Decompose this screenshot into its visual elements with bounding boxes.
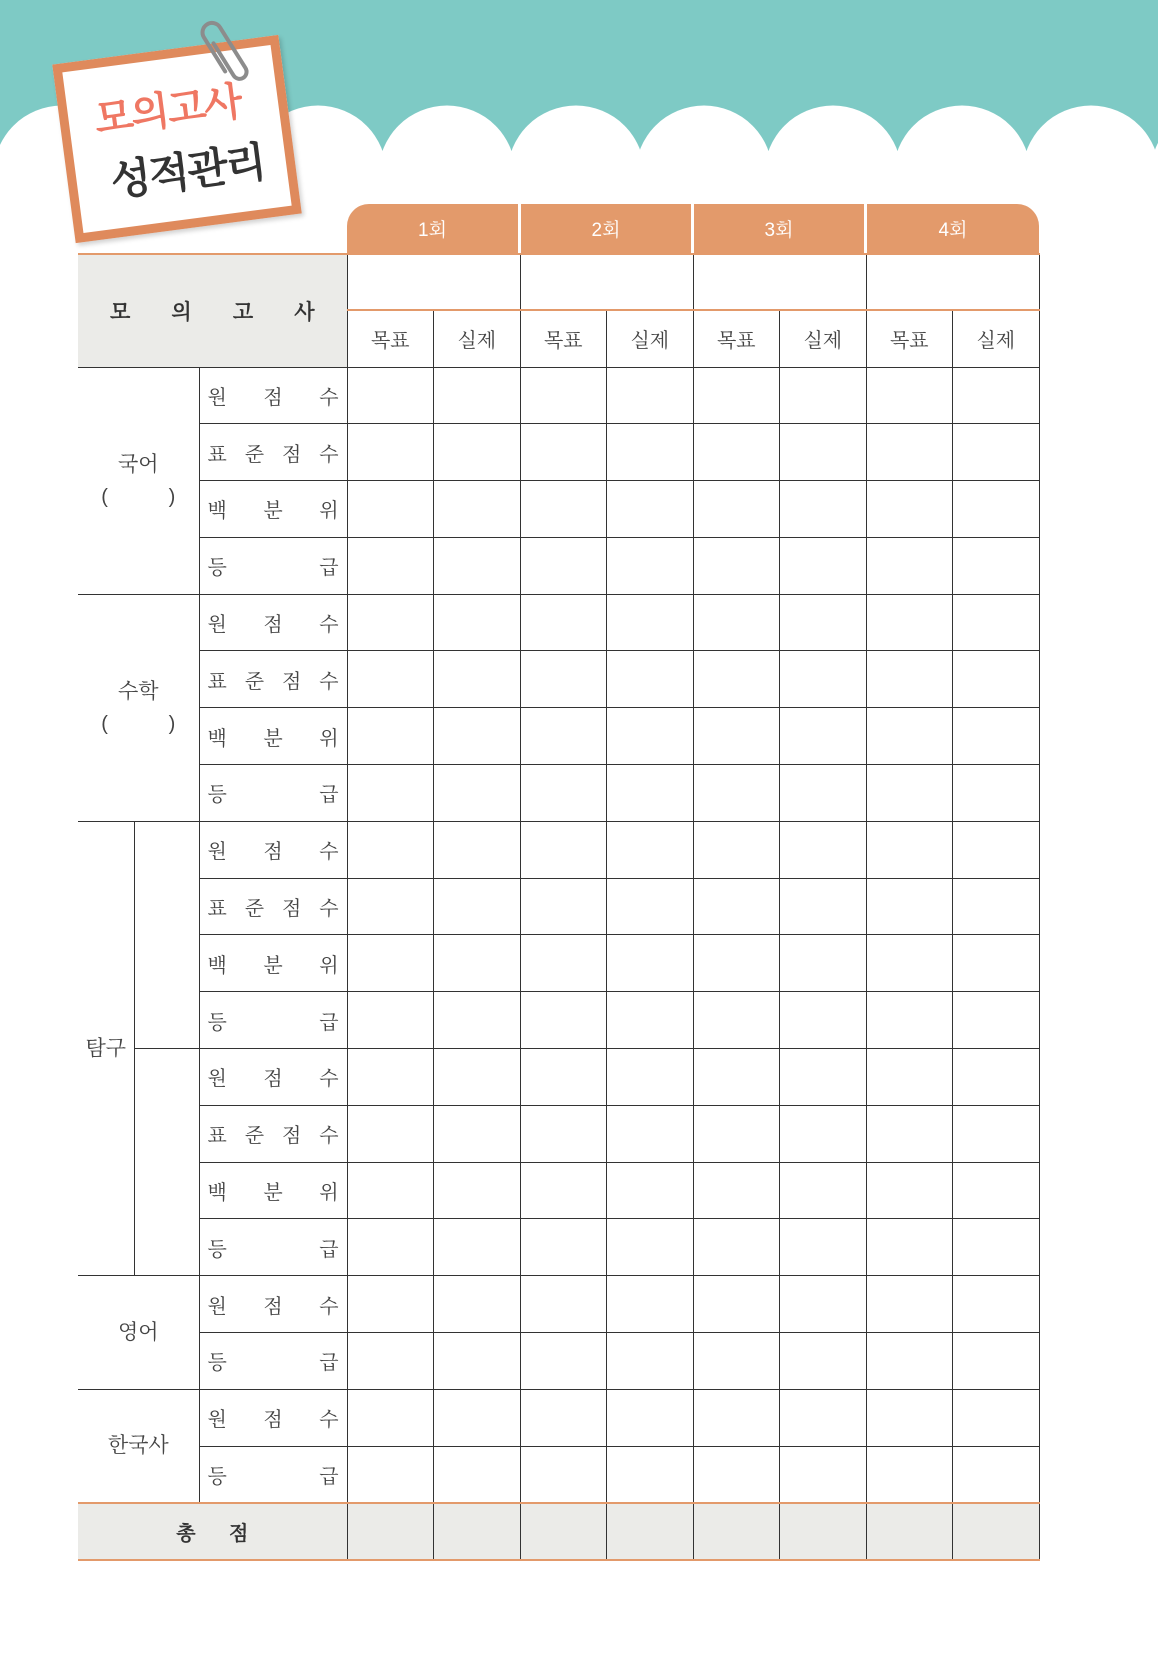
- score-cell: [693, 537, 780, 594]
- total-cell: [780, 1503, 867, 1560]
- score-cell: [780, 1105, 867, 1162]
- score-cell: [520, 424, 607, 481]
- col-actual-round-2: 실제: [607, 310, 694, 367]
- row-label-grade: [199, 1446, 347, 1503]
- row-label-text: 백 분 위: [207, 500, 339, 523]
- score-cell: [953, 1446, 1040, 1503]
- score-cell: [520, 708, 607, 765]
- score-cell: [520, 1105, 607, 1162]
- title-line-2: 성적관리: [107, 138, 268, 205]
- score-cell: [693, 878, 780, 935]
- score-cell: [953, 367, 1040, 424]
- score-cell: [693, 481, 780, 538]
- subject-name-inquiry: 탐구: [85, 1036, 127, 1060]
- row-label-text: 표 준 점 수: [207, 443, 339, 466]
- score-cell: [520, 594, 607, 651]
- exam-header-label: 모 의 고 사: [110, 300, 315, 324]
- score-cell: [434, 651, 521, 708]
- total-cell: [693, 1503, 780, 1560]
- title-line-1: 모의고사: [92, 79, 244, 143]
- score-cell: [347, 1219, 434, 1276]
- score-cell: [347, 481, 434, 538]
- col-target-round-3: 목표: [693, 310, 780, 367]
- subject-name-math: 수학: [117, 679, 159, 703]
- score-cell: [520, 992, 607, 1049]
- score-cell: [520, 481, 607, 538]
- score-cell: [780, 481, 867, 538]
- total-label-cell: [78, 1503, 347, 1560]
- score-cell: [780, 935, 867, 992]
- score-cell: [607, 935, 694, 992]
- score-cell: [607, 367, 694, 424]
- score-cell: [693, 651, 780, 708]
- row-label-raw-score: [199, 1389, 347, 1446]
- score-cell: [953, 878, 1040, 935]
- score-cell: [607, 594, 694, 651]
- total-label: 총 점: [176, 1522, 249, 1545]
- row-label-text: 표 준 점 수: [207, 670, 339, 693]
- row-label-standard-score: [199, 424, 347, 481]
- score-cell: [347, 1333, 434, 1390]
- score-cell: [953, 537, 1040, 594]
- score-cell: [693, 992, 780, 1049]
- score-cell: [693, 1389, 780, 1446]
- score-cell: [347, 1105, 434, 1162]
- col-actual-round-1: 실제: [434, 310, 521, 367]
- subject-inquiry: [78, 821, 134, 1275]
- col-target-round-4: 목표: [866, 310, 953, 367]
- score-cell: [434, 1219, 521, 1276]
- score-cell: [347, 878, 434, 935]
- score-cell: [434, 1446, 521, 1503]
- subject-name-english: 영어: [117, 1320, 159, 1344]
- score-cell: [780, 1333, 867, 1390]
- score-cell: [520, 1446, 607, 1503]
- score-cell: [693, 935, 780, 992]
- score-cell: [347, 594, 434, 651]
- row-label-raw-score: [199, 1049, 347, 1106]
- score-cell: [953, 1333, 1040, 1390]
- score-cell: [607, 992, 694, 1049]
- score-cell: [866, 1389, 953, 1446]
- inquiry-subject-1-cell: [134, 821, 199, 1048]
- row-label-text: 등 급: [207, 1011, 339, 1034]
- score-cell: [780, 367, 867, 424]
- round-2-info-cell: [520, 254, 693, 310]
- score-cell: [434, 1105, 521, 1162]
- score-cell: [953, 1219, 1040, 1276]
- score-cell: [347, 1162, 434, 1219]
- paperclip-icon: [190, 10, 260, 94]
- total-cell: [607, 1503, 694, 1560]
- score-cell: [953, 1389, 1040, 1446]
- score-cell: [434, 1162, 521, 1219]
- score-cell: [520, 367, 607, 424]
- score-cell: [953, 1105, 1040, 1162]
- score-cell: [347, 537, 434, 594]
- score-cell: [693, 424, 780, 481]
- row-label-text: 원 점 수: [207, 1409, 339, 1432]
- score-cell: [953, 821, 1040, 878]
- score-cell: [607, 481, 694, 538]
- elective-blank-math: ( ): [101, 712, 176, 735]
- score-cell: [607, 1333, 694, 1390]
- score-cell: [866, 821, 953, 878]
- score-cell: [693, 1219, 780, 1276]
- score-table: [78, 253, 1040, 1561]
- subject-name-korean: 국어: [117, 452, 159, 476]
- score-cell: [780, 708, 867, 765]
- title-card: [52, 35, 302, 243]
- score-cell: [434, 765, 521, 822]
- score-cell: [693, 1049, 780, 1106]
- score-cell: [693, 708, 780, 765]
- score-cell: [693, 765, 780, 822]
- score-cell: [434, 537, 521, 594]
- row-label-grade: [199, 992, 347, 1049]
- row-label-raw-score: [199, 367, 347, 424]
- score-cell: [434, 935, 521, 992]
- exam-header-cell: [78, 254, 347, 367]
- score-cell: [953, 481, 1040, 538]
- row-label-standard-score: [199, 1105, 347, 1162]
- round-4-info-cell: [866, 254, 1039, 310]
- score-cell: [347, 424, 434, 481]
- score-cell: [607, 878, 694, 935]
- score-cell: [953, 765, 1040, 822]
- score-cell: [347, 367, 434, 424]
- score-cell: [866, 1276, 953, 1333]
- score-cell: [780, 765, 867, 822]
- score-cell: [693, 821, 780, 878]
- score-cell: [866, 765, 953, 822]
- score-cell: [434, 708, 521, 765]
- round-3-info-cell: [693, 254, 866, 310]
- row-label-text: 원 점 수: [207, 841, 339, 864]
- score-cell: [520, 935, 607, 992]
- score-cell: [607, 1049, 694, 1106]
- score-cell: [347, 1389, 434, 1446]
- score-cell: [953, 594, 1040, 651]
- score-cell: [520, 765, 607, 822]
- score-cell: [520, 1333, 607, 1390]
- tab-round-2: 2회: [521, 204, 691, 253]
- total-cell: [866, 1503, 953, 1560]
- row-label-text: 원 점 수: [207, 614, 339, 637]
- row-label-raw-score: [199, 594, 347, 651]
- row-label-percentile: [199, 1162, 347, 1219]
- score-cell: [780, 594, 867, 651]
- score-cell: [520, 821, 607, 878]
- subject-name-korean-history: 한국사: [107, 1433, 169, 1457]
- score-cell: [607, 1276, 694, 1333]
- score-cell: [780, 1162, 867, 1219]
- score-cell: [693, 594, 780, 651]
- col-actual-round-4: 실제: [953, 310, 1040, 367]
- row-label-raw-score: [199, 1276, 347, 1333]
- score-cell: [607, 1389, 694, 1446]
- score-cell: [434, 1333, 521, 1390]
- score-cell: [780, 1276, 867, 1333]
- row-label-percentile: [199, 481, 347, 538]
- score-cell: [434, 878, 521, 935]
- tab-round-4: 4회: [867, 204, 1039, 253]
- subject-korean-history: [78, 1389, 199, 1503]
- score-cell: [866, 1162, 953, 1219]
- score-cell: [520, 1162, 607, 1219]
- inquiry-subject-2-cell: [134, 1049, 199, 1276]
- row-label-text: 원 점 수: [207, 1068, 339, 1091]
- score-cell: [866, 1049, 953, 1106]
- score-cell: [953, 1049, 1040, 1106]
- score-cell: [953, 992, 1040, 1049]
- score-cell: [693, 1162, 780, 1219]
- score-cell: [953, 424, 1040, 481]
- score-cell: [434, 992, 521, 1049]
- score-cell: [866, 1333, 953, 1390]
- score-cell: [607, 765, 694, 822]
- score-cell: [434, 1276, 521, 1333]
- subject-korean: [78, 367, 199, 594]
- score-cell: [780, 1219, 867, 1276]
- total-cell: [347, 1503, 434, 1560]
- score-cell: [434, 481, 521, 538]
- score-cell: [693, 1333, 780, 1390]
- score-cell: [780, 1049, 867, 1106]
- score-cell: [434, 594, 521, 651]
- score-cell: [953, 935, 1040, 992]
- score-cell: [780, 992, 867, 1049]
- score-cell: [434, 1389, 521, 1446]
- score-cell: [607, 1162, 694, 1219]
- row-label-percentile: [199, 708, 347, 765]
- score-cell: [866, 651, 953, 708]
- score-cell: [607, 1219, 694, 1276]
- subject-math: [78, 594, 199, 821]
- row-label-text: 등 급: [207, 784, 339, 807]
- row-label-percentile: [199, 935, 347, 992]
- score-cell: [866, 424, 953, 481]
- score-cell: [347, 1049, 434, 1106]
- score-cell: [520, 1389, 607, 1446]
- row-label-grade: [199, 537, 347, 594]
- score-cell: [780, 821, 867, 878]
- row-label-standard-score: [199, 651, 347, 708]
- score-cell: [866, 1219, 953, 1276]
- col-actual-round-3: 실제: [780, 310, 867, 367]
- row-label-grade: [199, 765, 347, 822]
- score-cell: [780, 1389, 867, 1446]
- row-label-text: 원 점 수: [207, 1295, 339, 1318]
- score-cell: [866, 992, 953, 1049]
- row-label-grade: [199, 1219, 347, 1276]
- round-1-info-cell: [347, 254, 520, 310]
- total-cell: [520, 1503, 607, 1560]
- elective-blank-korean: ( ): [101, 485, 176, 508]
- score-cell: [866, 367, 953, 424]
- score-cell: [434, 1049, 521, 1106]
- score-cell: [347, 1276, 434, 1333]
- row-label-grade: [199, 1333, 347, 1390]
- score-cell: [347, 708, 434, 765]
- score-cell: [607, 1446, 694, 1503]
- score-cell: [520, 1219, 607, 1276]
- row-label-text: 백 분 위: [207, 1182, 339, 1205]
- score-cell: [866, 935, 953, 992]
- score-cell: [607, 821, 694, 878]
- total-cell: [434, 1503, 521, 1560]
- score-cell: [520, 1049, 607, 1106]
- score-cell: [347, 651, 434, 708]
- score-cell: [693, 1446, 780, 1503]
- score-cell: [953, 651, 1040, 708]
- score-cell: [780, 651, 867, 708]
- col-target-round-1: 목표: [347, 310, 434, 367]
- row-label-text: 등 급: [207, 1465, 339, 1488]
- score-cell: [607, 424, 694, 481]
- score-cell: [780, 537, 867, 594]
- score-cell: [780, 878, 867, 935]
- score-cell: [780, 424, 867, 481]
- subject-english: [78, 1276, 199, 1390]
- score-cell: [347, 992, 434, 1049]
- score-cell: [347, 1446, 434, 1503]
- score-cell: [866, 708, 953, 765]
- score-cell: [607, 708, 694, 765]
- total-cell: [953, 1503, 1040, 1560]
- score-cell: [434, 821, 521, 878]
- score-cell: [693, 1276, 780, 1333]
- row-label-text: 표 준 점 수: [207, 1125, 339, 1148]
- score-cell: [347, 765, 434, 822]
- row-label-text: 백 분 위: [207, 727, 339, 750]
- score-cell: [780, 1446, 867, 1503]
- row-label-text: 원 점 수: [207, 386, 339, 409]
- score-cell: [866, 594, 953, 651]
- score-cell: [953, 1276, 1040, 1333]
- score-cell: [607, 1105, 694, 1162]
- row-label-raw-score: [199, 821, 347, 878]
- row-label-text: 등 급: [207, 557, 339, 580]
- score-cell: [866, 878, 953, 935]
- score-cell: [953, 1162, 1040, 1219]
- row-label-text: 등 급: [207, 1238, 339, 1261]
- tab-round-3: 3회: [694, 204, 864, 253]
- row-label-standard-score: [199, 878, 347, 935]
- score-cell: [347, 821, 434, 878]
- score-cell: [693, 367, 780, 424]
- score-cell: [953, 708, 1040, 765]
- score-cell: [347, 935, 434, 992]
- score-cell: [866, 1105, 953, 1162]
- score-cell: [434, 424, 521, 481]
- score-cell: [434, 367, 521, 424]
- score-cell: [866, 481, 953, 538]
- score-cell: [520, 651, 607, 708]
- row-label-text: 등 급: [207, 1352, 339, 1375]
- row-label-text: 백 분 위: [207, 954, 339, 977]
- score-cell: [607, 537, 694, 594]
- score-cell: [866, 537, 953, 594]
- tab-round-1: 1회: [347, 204, 518, 253]
- score-cell: [520, 878, 607, 935]
- score-cell: [693, 1105, 780, 1162]
- score-cell: [520, 537, 607, 594]
- score-cell: [520, 1276, 607, 1333]
- col-target-round-2: 목표: [520, 310, 607, 367]
- score-cell: [607, 651, 694, 708]
- score-cell: [866, 1446, 953, 1503]
- row-label-text: 표 준 점 수: [207, 898, 339, 921]
